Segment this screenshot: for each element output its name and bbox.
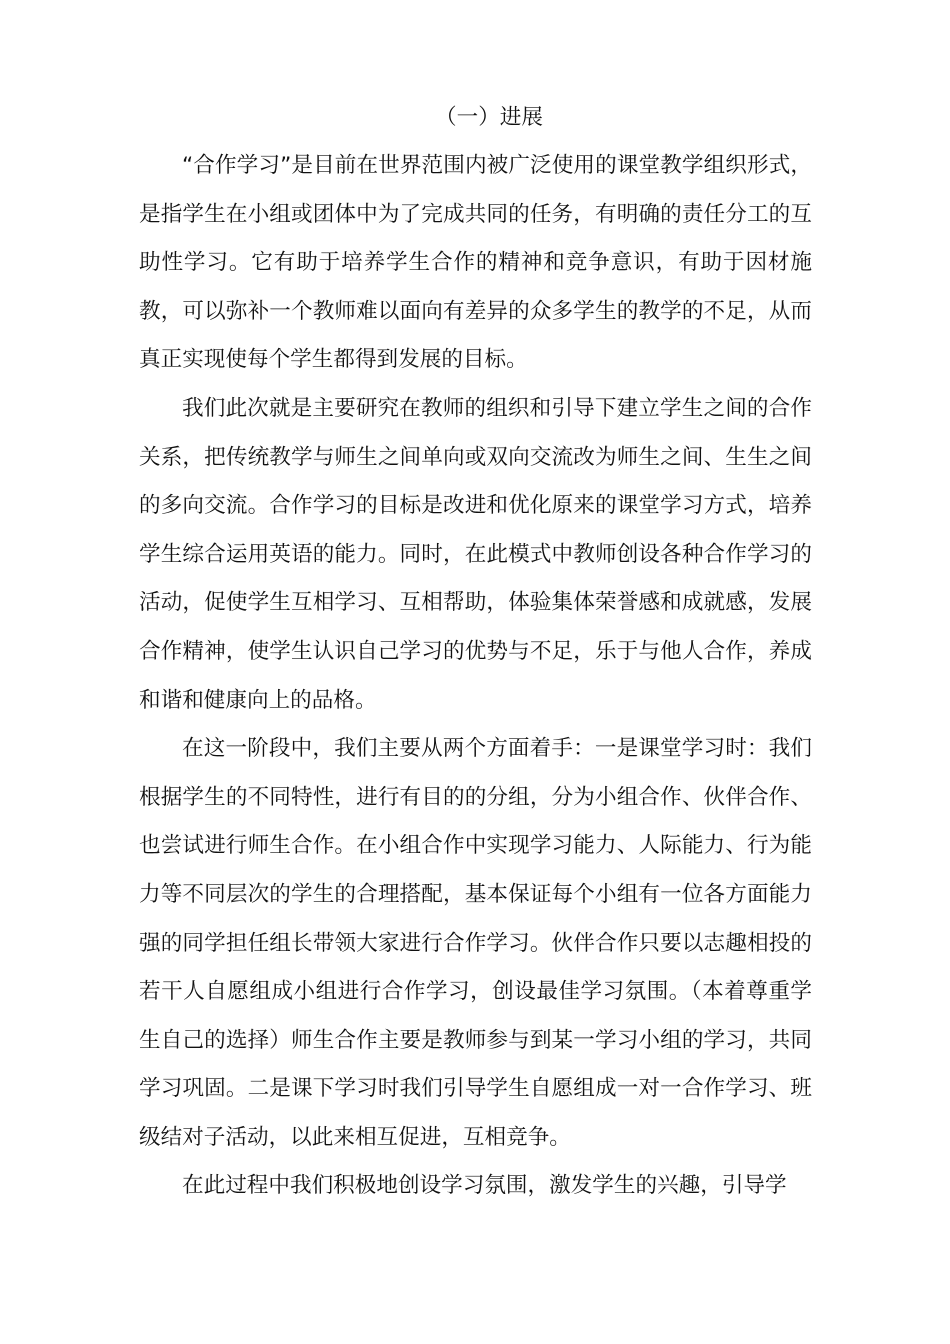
paragraph-research-goal: 我们此次就是主要研究在教师的组织和引导下建立学生之间的合作关系，把传统教学与师生之间单向或双向交流改为师生之间、生生之间的多向交流。合作学习的目标是改进和优化原来的课堂学习方式，培养学生综合运用英语的能力。同时，在此模式中教师创设各种合作学习的活动，促使学生互相学习、互相帮助，体验集体荣誉感和成就感，发展合作精神，使学生认识自己学习的优势与不足，乐于与他人合作，养成和谐和健康向上的品格。 [139, 395, 812, 713]
paragraph-learning-atmosphere: 在此过程中我们积极地创设学习氛围，激发学生的兴趣，引导学 [182, 1173, 787, 1199]
section-heading: （一）进展 [435, 105, 543, 130]
paragraph-implementation-approach: 在这一阶段中，我们主要从两个方面着手：一是课堂学习时：我们根据学生的不同特性，进行有目的的分组，分为小组合作、伙伴合作、也尝试进行师生合作。在小组合作中实现学习能力、人际能力、行为能力等不同层次的学生的合理搭配，基本保证每个小组有一位各方面能力强的同学担任组长带领大家进行合作学习。伙伴合作只要以志趣相投的若干人自愿组成小组进行合作学习，创设最佳学习氛围。（本着尊重学生自己的选择）师生合作主要是教师参与到某一学习小组的学习，共同学习巩固。二是课下学习时我们引导学生自愿组成一对一合作学习、班级结对子活动，以此来相互促进，互相竞争。 [139, 736, 812, 1150]
document-body [139, 100, 812, 1211]
paragraph-cooperative-learning-definition: “合作学习”是目前在世界范围内被广泛使用的课堂教学组织形式，是指学生在小组或团体中为了完成共同的任务，有明确的责任分工的互助性学习。它有助于培养学生合作的精神和竞争意识，有助于因材施教，可以弥补一个教师难以面向有差异的众多学生的教学的不足，从而真正实现使每个学生都得到发展的目标。 [139, 153, 812, 373]
